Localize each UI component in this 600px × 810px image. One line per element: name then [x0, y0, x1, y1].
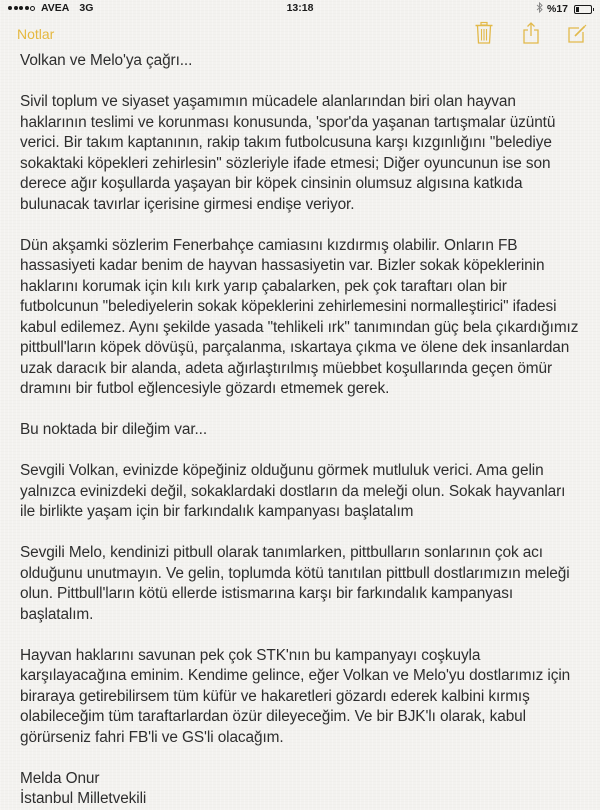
battery-icon [574, 5, 592, 14]
note-paragraph-5: Sevgili Melo, kendinizi pitbull olarak tanımlarken, pittbulların sonlarının çok acı olduğunu unutmayın. Ve gelin, toplumda kötü tanıtılan pittbull dostlarımızın meleği olun. Pittbull'ların kötü ellerde istismarına karşı bir farkındalık kampanyası başlatalım. [20, 544, 570, 623]
trash-button[interactable] [474, 21, 496, 45]
status-time: 13:18 [286, 2, 314, 14]
trash-icon [474, 21, 494, 45]
back-to-notes-link[interactable]: Notlar [17, 26, 55, 42]
note-body[interactable] [20, 51, 580, 810]
network-type: 3G [79, 2, 94, 14]
note-title: Volkan ve Melo'ya çağrı... [20, 52, 193, 69]
note-paragraph-6: Hayvan haklarını savunan pek çok STK'nın bu kampanyayı coşkuyla karşılayacağına eminim. Kendime gelince, eğer Volkan ve Melo'yu dostlarımız için biraraya getirebilirsem tüm küfür ve hakaretleri gözardı ederek kalbini kırmış olabileceğim tüm taraftarlardan özür dileyeceğim. Ve bir BJK'lı olarak, kabul görürseniz fahri FB'li ve GS'li olacağım. [20, 646, 571, 746]
compose-icon [566, 21, 588, 45]
note-paragraph-4: Sevgili Volkan, evinizde köpeğiniz olduğunu görmek mutluluk verici. Ama gelin yalnızca evinizdeki değil, sokaklardaki dostların da meleği olun. Sokak hayvanları ile birlikte yaşam için bir farkındalık kampanyası başlatalım [20, 462, 566, 520]
note-paragraph-3: Bu noktada bir dileğim var... [20, 421, 208, 438]
share-icon [521, 21, 541, 45]
carrier-name: AVEA [41, 2, 70, 14]
nav-bar [0, 16, 600, 50]
share-button[interactable] [521, 21, 543, 45]
signature-name: Melda Onur [20, 769, 100, 787]
battery-percent: %17 [546, 3, 568, 15]
bluetooth-icon [536, 2, 543, 16]
signature-role: İstanbul Milletvekili [20, 790, 147, 807]
status-bar [0, 0, 600, 16]
note-paragraph-1: Sivil toplum ve siyaset yaşamımın mücadele alanlarından biri olan hayvan haklarının teslimi ve korunması konusunda, 'spor'da yaşanan tartışmalar üzüntü verici. Bir takım kaptanının, rakip takım futbolcusuna karşı kızgınlığını "belediye sokaktaki köpekleri zehirlesin" sözleriyle ifade etmesi; Diğer oyuncunun ise son derece ağır koşullarda yaşayan bir köpek cinsinin olumsuz algısına katkıda bulunacak tavırlar içerisine girmesi endişe veriyor. [20, 93, 556, 213]
status-right [536, 2, 592, 16]
note-paragraph-2: Dün akşamki sözlerim Fenerbahçe camiasını kızdırmış olabilir. Onların FB hassasiyeti kadar benim de hayvan hassasiyetin var. Bizler sokak köpeklerinin haklarını korumak için kılı kırk yarıp çabalarken, pek çok taraftarı olan bir futbolcunun "belediyelerin sokak köpeklerini zehirlemesini normalleştirici" ifadesi kabul edilemez. Aynı şekilde yasada "tehlikeli ırk" tanımından güç bela çıkardığımız pittbull'ların köpek dövüşü, parçalanma, ıskartaya çıkma ve ölene dek insanlardan uzak daracık bir alanda, adeta ağırlaştırılmış müebbet koşullarında geçen ömür dramını bir futbol eğlencesiyle gözardı etmemek gerek. [20, 236, 579, 397]
compose-button[interactable] [566, 21, 588, 45]
